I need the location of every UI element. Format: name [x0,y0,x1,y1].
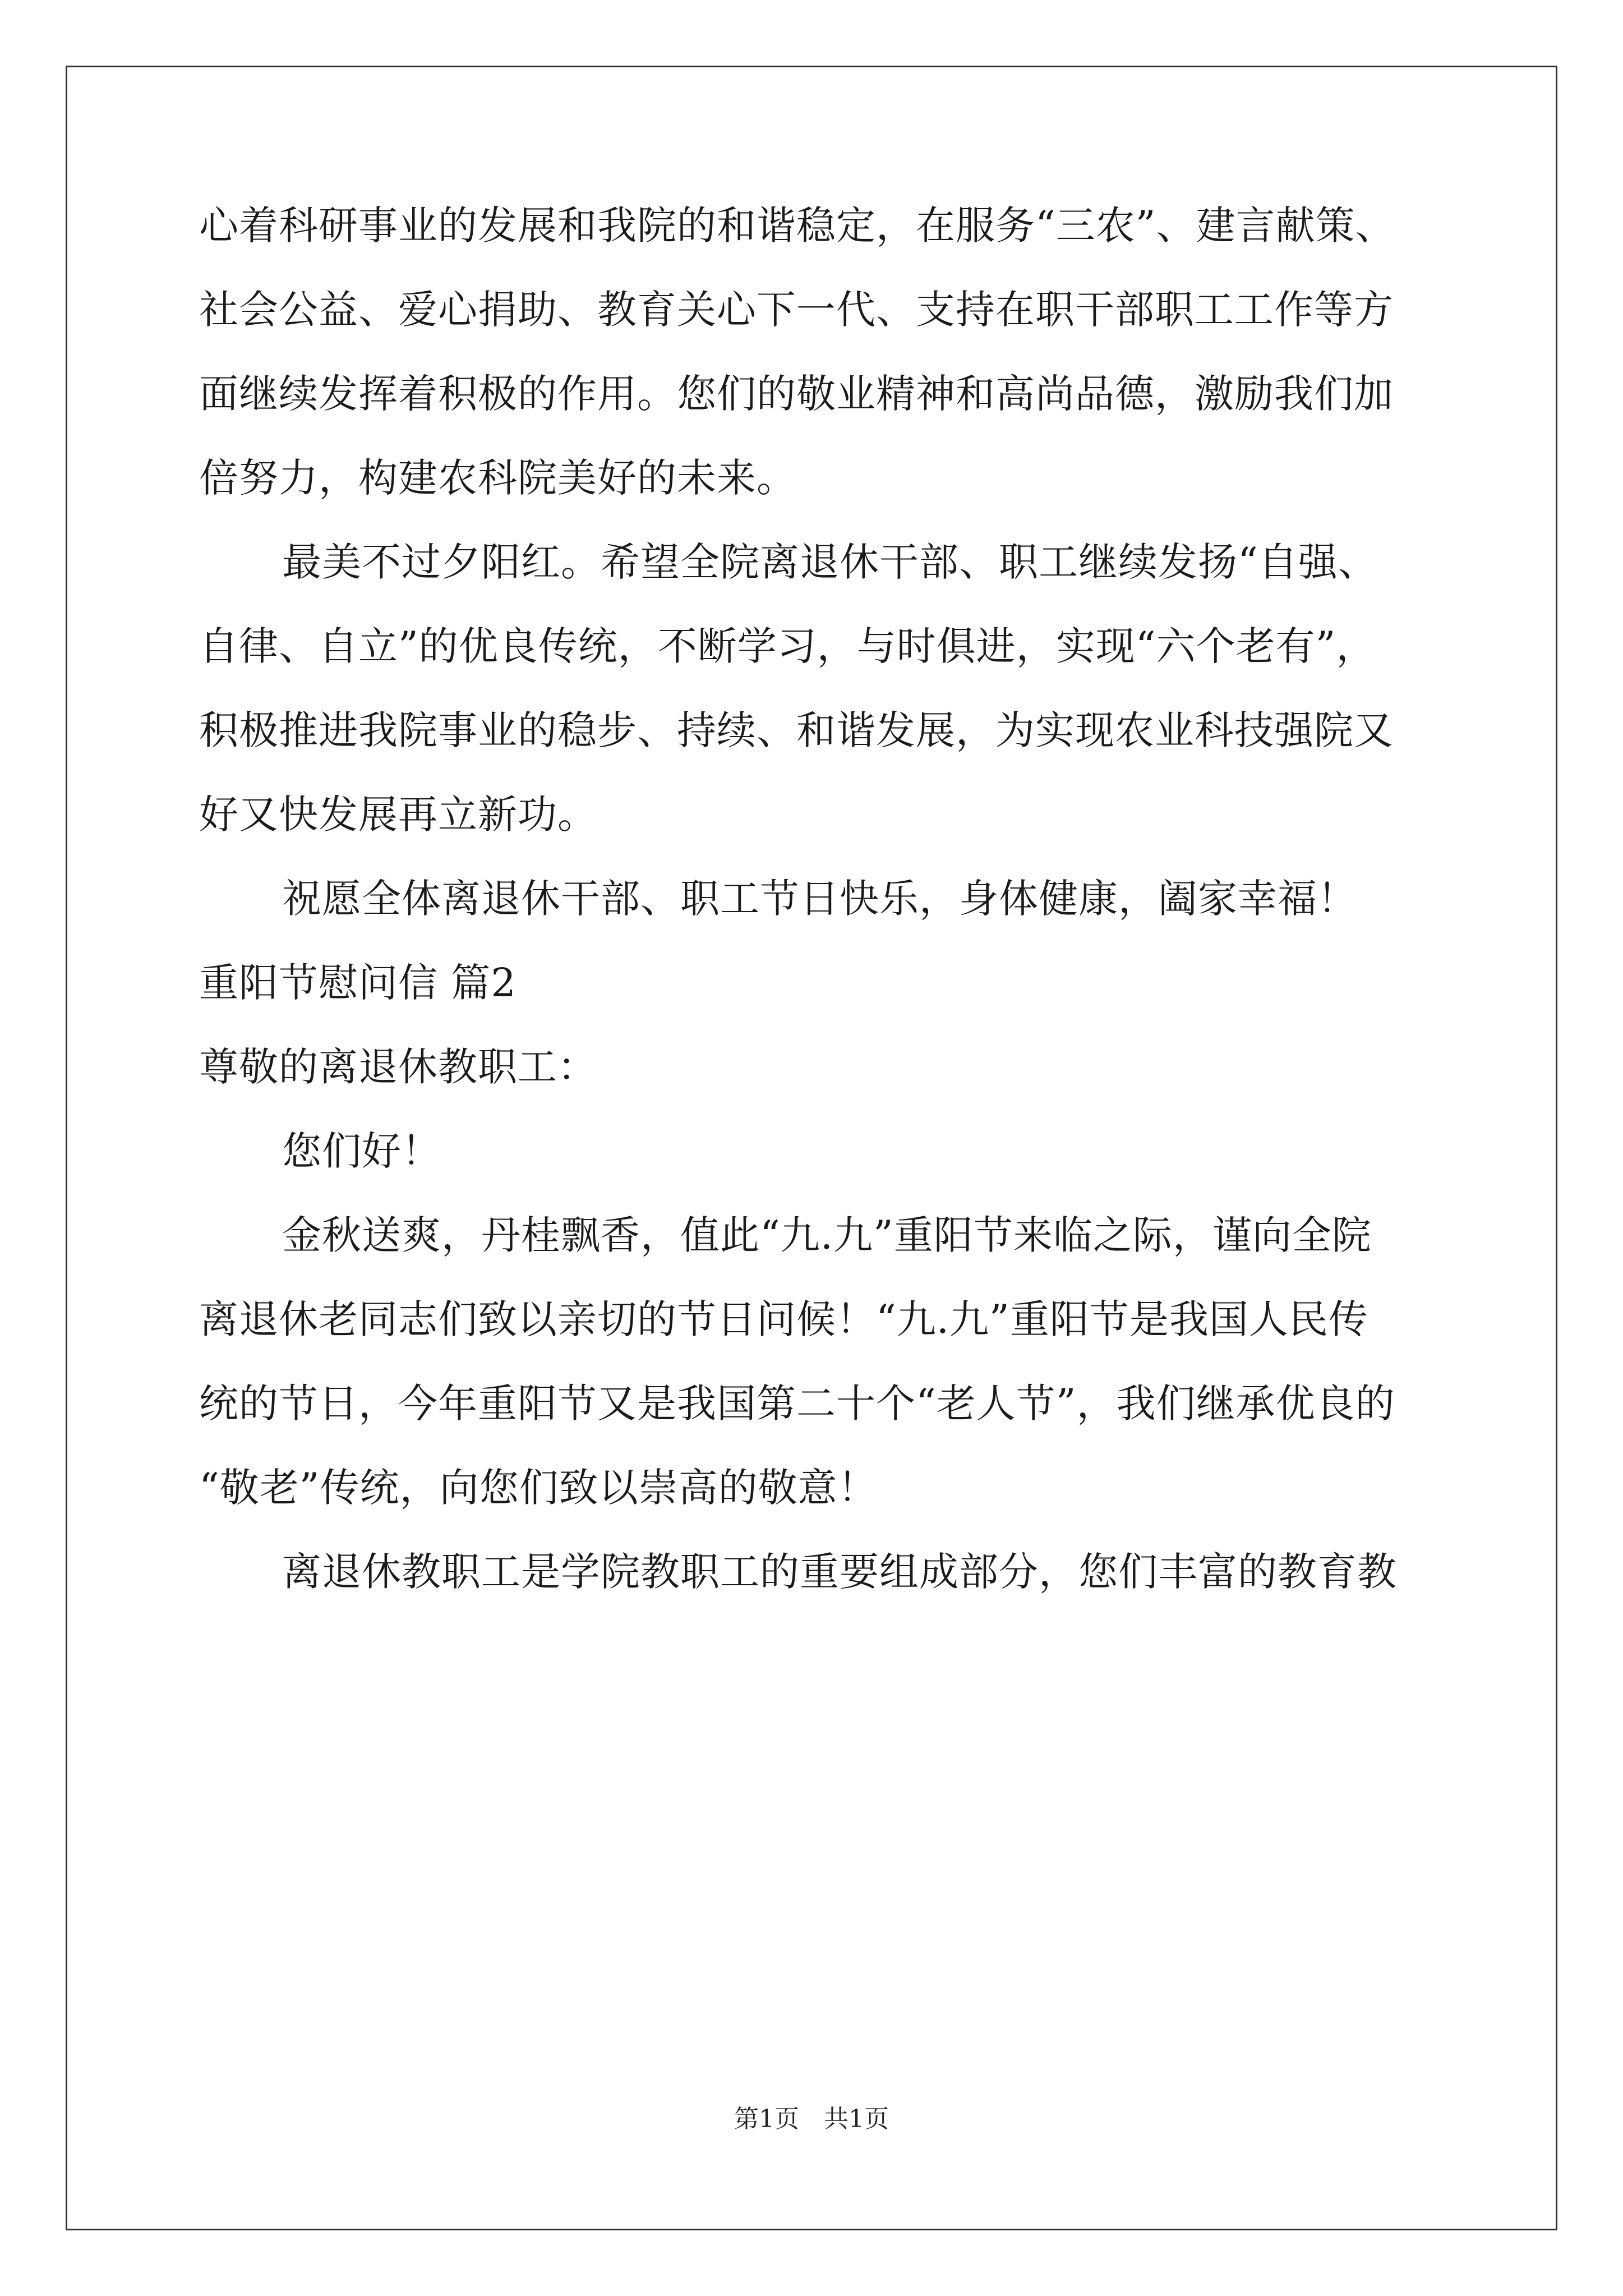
text-line: 心着科研事业的发展和我院的和谐稳定，在服务“三农”、建言献策、 [199,203,1395,249]
greeting: 您们好！ [282,1128,441,1174]
text-line: 最美不过夕阳红。希望全院离退休干部、职工继续发扬“自强、 [282,539,1378,585]
text-line: 统的节日，今年重阳节又是我国第二十个“老人节”，我们继承优良的 [199,1381,1395,1427]
text-line: 社会公益、爱心捐助、教育关心下一代、支持在职干部职工工作等方 [199,287,1394,333]
text-line: 自律、自立”的优良传统，不断学习，与时俱进，实现“六个老有”， [199,623,1376,669]
section-heading: 重阳节慰问信 篇2 [199,960,517,1006]
text-line: 离退休教职工是学院教职工的重要组成部分，您们丰富的教育教 [282,1549,1397,1595]
text-line: “敬老”传统，向您们致以崇高的敬意！ [199,1465,878,1511]
text-line: 倍努力，构建农科院美好的未来。 [199,455,796,501]
text-line: 祝愿全体离退休干部、职工节日快乐，身体健康，阖家幸福！ [282,876,1357,922]
text-line: 面继续发挥着积极的作用。您们的敬业精神和高尚品德，激励我们加 [199,371,1394,417]
text-line: 积极推进我院事业的稳步、持续、和谐发展，为实现农业科技强院又 [199,707,1394,753]
page-number: 第1页 共1页 [734,2105,889,2133]
salutation: 尊敬的离退休教职工： [199,1044,597,1090]
text-line: 金秋送爽，丹桂飘香，值此“九.九”重阳节来临之际，谨向全院 [282,1212,1372,1258]
text-line: 好又快发展再立新功。 [199,792,597,838]
text-line: 离退休老同志们致以亲切的节日问候！“九.九”重阳节是我国人民传 [199,1296,1368,1342]
